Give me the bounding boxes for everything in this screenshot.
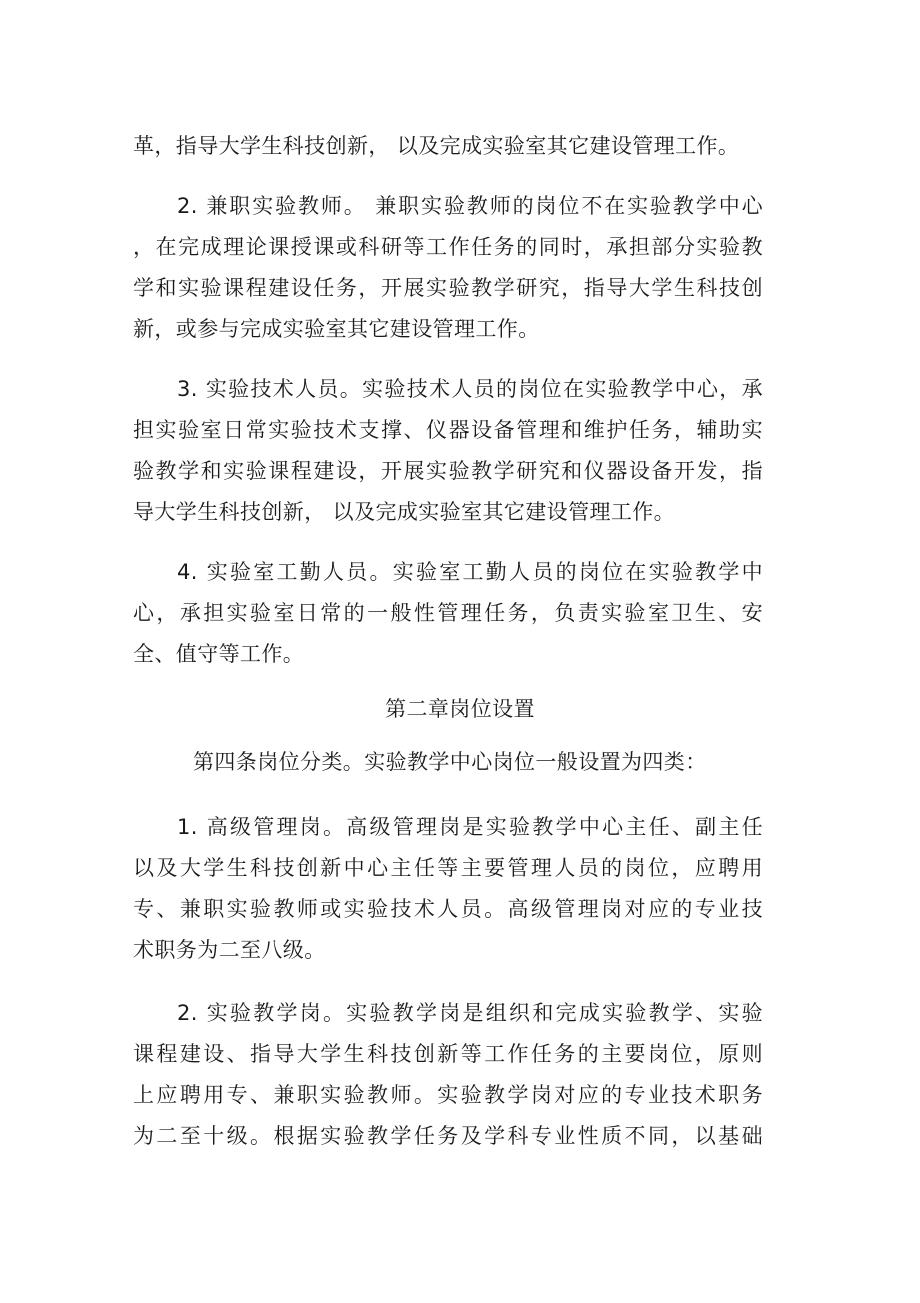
text-line: ，在完成理论课授课或科研等工作任务的同时，承担部分实验教: [133, 235, 763, 259]
text-line: 心，承担实验室日常的一般性管理任务，负责实验室卫生、安: [133, 601, 763, 625]
text-line: 3. 实验技术人员。实验技术人员的岗位在实验教学中心，承: [177, 377, 763, 401]
text-line: 2. 兼职实验教师。 兼职实验教师的岗位不在实验教学中心: [177, 194, 763, 218]
text-line: 担实验室日常实验技术支撑、仪器设备管理和维护任务，辅助实: [133, 418, 763, 442]
text-line: 2. 实验教学岗。实验教学岗是组织和完成实验教学、实验: [177, 1001, 763, 1025]
chapter-heading: 第二章岗位设置: [385, 697, 535, 721]
text-line: 学和实验课程建设任务，开展实验教学研究，指导大学生科技创: [133, 276, 763, 300]
text-line: 新，或参与完成实验室其它建设管理工作。: [133, 317, 540, 341]
text-line: 上应聘用专、兼职实验教师。实验教学岗对应的专业技术职务: [133, 1083, 763, 1107]
text-line: 导大学生科技创新， 以及完成实验室其它建设管理工作。: [133, 500, 676, 524]
text-line: 1. 高级管理岗。高级管理岗是实验教学中心主任、副主任: [177, 815, 763, 839]
text-line: 课程建设、指导大学生科技创新等工作任务的主要岗位，原则: [133, 1042, 763, 1066]
text-line: 为二至十级。根据实验教学任务及学科专业性质不同，以基础: [133, 1124, 763, 1148]
text-line: 革，指导大学生科技创新， 以及完成实验室其它建设管理工作。: [133, 134, 740, 158]
article-line: 第四条岗位分类。实验教学中心岗位一般设置为四类：: [193, 750, 707, 774]
text-line: 专、兼职实验教师或实验技术人员。高级管理岗对应的专业技: [133, 897, 763, 921]
text-line: 4. 实验室工勤人员。实验室工勤人员的岗位在实验教学中: [177, 560, 763, 584]
text-line: 术职务为二至八级。: [133, 938, 326, 962]
text-line: 以及大学生科技创新中心主任等主要管理人员的岗位，应聘用: [133, 856, 763, 880]
text-line: 验教学和实验课程建设，开展实验教学研究和仪器设备开发，指: [133, 459, 763, 483]
text-line: 全、值守等工作。: [133, 642, 305, 666]
